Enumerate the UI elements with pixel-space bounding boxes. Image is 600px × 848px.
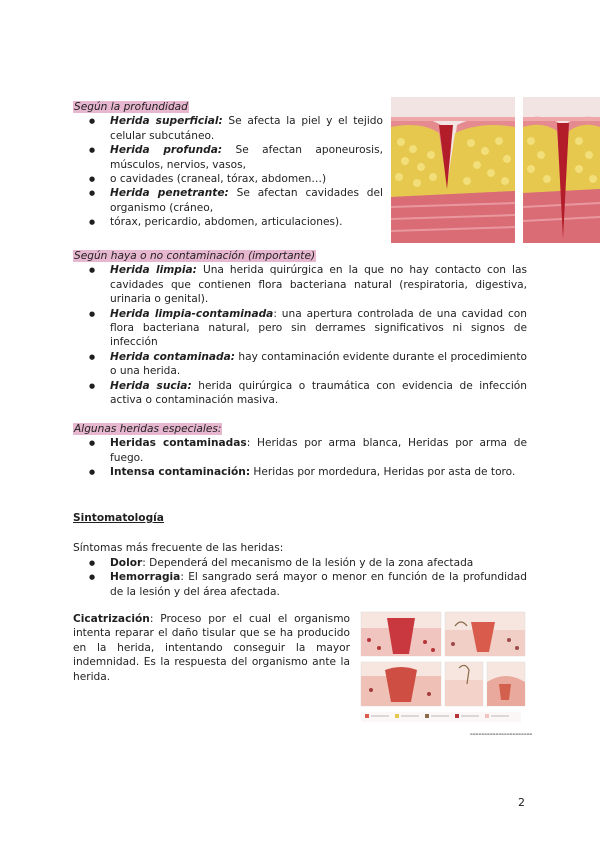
symptoms-list: [73, 556, 527, 599]
contamination-heading: Según haya o no contaminación (importante): [74, 250, 316, 262]
list-item: ● Herida limpia: Una herida quirúrgica en la que no hay contacto con las cavidades que contienen flora bacteriana natural (respiratoria, digestiva, urinaria o genital).: [73, 263, 527, 306]
list-item: ● Herida contaminada: hay contaminación evidente durante el procedimiento o una herida.: [73, 350, 527, 379]
list-item: ● Herida superficial: Se afecta la piel y el tejido celular subcutáneo.: [73, 114, 383, 143]
figure-credit-mark: ▬▬▬▬▬▬▬▬▬▬▬▬▬▬▬▬▬▬▬▬▬▬: [470, 732, 533, 736]
wound-depth-illustration-right: [523, 97, 600, 243]
healing-term: Cicatrización: [73, 613, 150, 625]
healing-stages-illustration: [359, 610, 527, 726]
special-list: [73, 436, 527, 479]
list-item: ● Herida sucia: herida quirúrgica o traumática con evidencia de infección activa o contaminación masiva.: [73, 379, 527, 408]
depth-list: [73, 114, 383, 229]
list-item: ● Heridas contaminadas: Heridas por arma blanca, Heridas por arma de fuego.: [73, 436, 527, 465]
list-item: ● Herida limpia-contaminada: una apertura controlada de una cavidad con flora bacteriana natural, pero sin derrames significativos ni signos de infección: [73, 307, 527, 350]
depth-section: [73, 100, 383, 230]
contamination-list: [73, 263, 527, 407]
contamination-section: [73, 249, 527, 407]
depth-heading: Según la profundidad: [74, 101, 188, 113]
list-item: ● Intensa contaminación: Heridas por mordedura, Heridas por asta de toro.: [73, 465, 527, 479]
special-wounds-section: [73, 422, 527, 480]
list-item: ● Herida penetrante: Se afectan cavidades del organismo (cráneo,: [73, 186, 383, 215]
healing-text: : Proceso por el cual el organismo intenta reparar el daño tisular que se ha producido en la herida, intentando conseguir la mayor indemnidad. Es la respuesta del organismo ante la herida.: [73, 613, 350, 683]
list-item: ● o cavidades (craneal, tórax, abdomen…): [73, 172, 383, 186]
symptoms-section: [73, 511, 527, 599]
symptoms-intro: Síntomas más frecuente de las heridas:: [73, 542, 284, 555]
symptoms-heading: Sintomatología: [73, 512, 164, 524]
list-item: ● Herida profunda: Se afectan aponeurosis, músculos, nervios, vasos,: [73, 143, 383, 172]
wound-depth-illustration-left: [391, 97, 515, 243]
list-item: ● tórax, pericardio, abdomen, articulaciones).: [73, 215, 383, 229]
special-heading: Algunas heridas especiales:: [74, 423, 222, 435]
list-item: ● Dolor: Dependerá del mecanismo de la lesión y de la zona afectada: [73, 556, 527, 570]
healing-section: [73, 612, 350, 684]
page-number: 2: [518, 796, 525, 809]
list-item: ● Hemorragia: El sangrado será mayor o menor en función de la profundidad de la lesión y del área afectada.: [73, 570, 527, 599]
